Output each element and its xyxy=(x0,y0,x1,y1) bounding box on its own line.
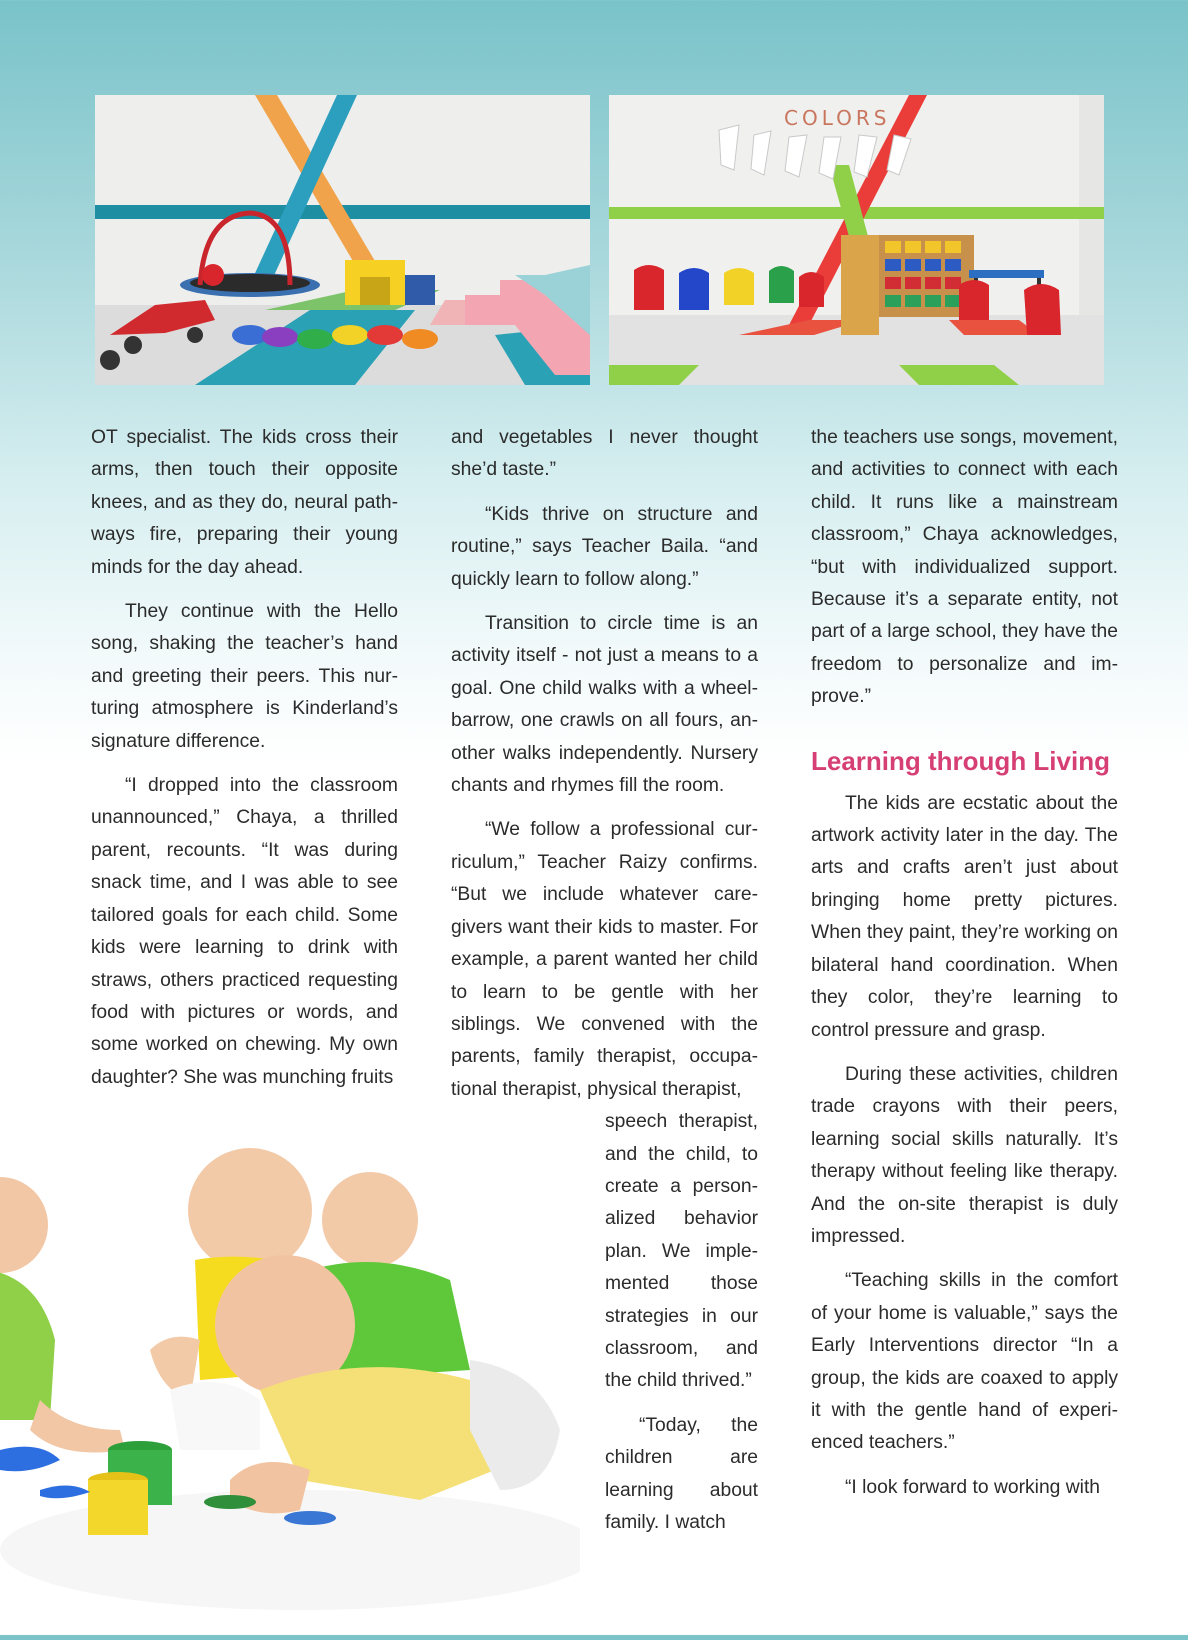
article-column-1 xyxy=(91,422,398,1106)
paragraph: “I look forward to working with xyxy=(845,1476,1101,1498)
paragraph: “Teaching skills in the comfort of your home is valuable,” says the Early Interventions director “In a group, the kids are coaxed to apply it with the gentle hand of experienced teachers.” xyxy=(811,1270,1118,1454)
paragraph: OT specialist. The kids cross their arms, then touch their opposite knees, and as they do, neural pathways fire, preparing their young minds for the day ahead. xyxy=(91,427,398,578)
paragraph: During these activities, children trade crayons with their peers, learning social skills naturally. It’s therapy without feeling like therapy. And the on-site therapist is duly impressed. xyxy=(811,1063,1118,1247)
paragraph: “Kids thrive on structure and routine,” says Teacher Baila. “and quickly learn to follow along.” xyxy=(451,503,758,590)
paragraph: speech therapist, and the child, to create a personalized behavior plan. We implemented those strategies in our classroom, and the child thrived.” xyxy=(605,1111,758,1392)
paragraph: “Today, the children are learning about family. I watch xyxy=(605,1414,758,1533)
babies-painting-photo xyxy=(0,1130,580,1635)
section-heading: Learning through Living xyxy=(811,745,1110,776)
paragraph: “We follow a professional curriculum,” Teacher Raizy confirms. “But we include whatever caregivers want their kids to master. For example, a parent wanted her child to learn to be gentle with her siblings. We convened with the parents, family therapist, occupational therapist, physical therapist, xyxy=(451,819,758,1100)
paragraph: Transition to circle time is an activity itself - not just a means to a goal. One child walks with a wheelbarrow, one crawls on all fours, another walks independently. Nursery chants and rhymes fill the room. xyxy=(451,613,758,797)
paragraph: They continue with the Hello song, shaking the teacher’s hand and greeting their peers. This nurturing atmosphere is Kinderland’s signature difference. xyxy=(91,601,398,752)
classroom-photo xyxy=(609,95,1104,385)
paragraph: “I dropped into the classroom unannounced,” Chaya, a thrilled parent, recounts. “It was during snack time, and I was able to see tailored goals for each child. Some kids were learning to drink with straws, others practiced requesting food with pictures or words, and some worked on chewing. My own daughter? She was munching fruits xyxy=(91,775,398,1088)
article-column-3 xyxy=(811,422,1118,1516)
paragraph: and vegetables I never thought she’d taste.” xyxy=(451,427,758,481)
colors-wall-sign: COLORS xyxy=(784,106,891,130)
gym-room-photo xyxy=(95,95,590,385)
paragraph: the teachers use songs, movement, and activities to connect with each child. It runs like a mainstream classroom,” Chaya acknowledges, “but with individualized support. Because it’s a separate entity, not part of a large school, they have the freedom to personalize and improve.” xyxy=(811,427,1118,708)
paragraph: The kids are ecstatic about the artwork activity later in the day. The arts and crafts aren’t just about bringing home pretty pictures. When they paint, they’re working on bilateral hand coordination. When they color, they’re learning to control pressure and grasp. xyxy=(811,792,1118,1041)
